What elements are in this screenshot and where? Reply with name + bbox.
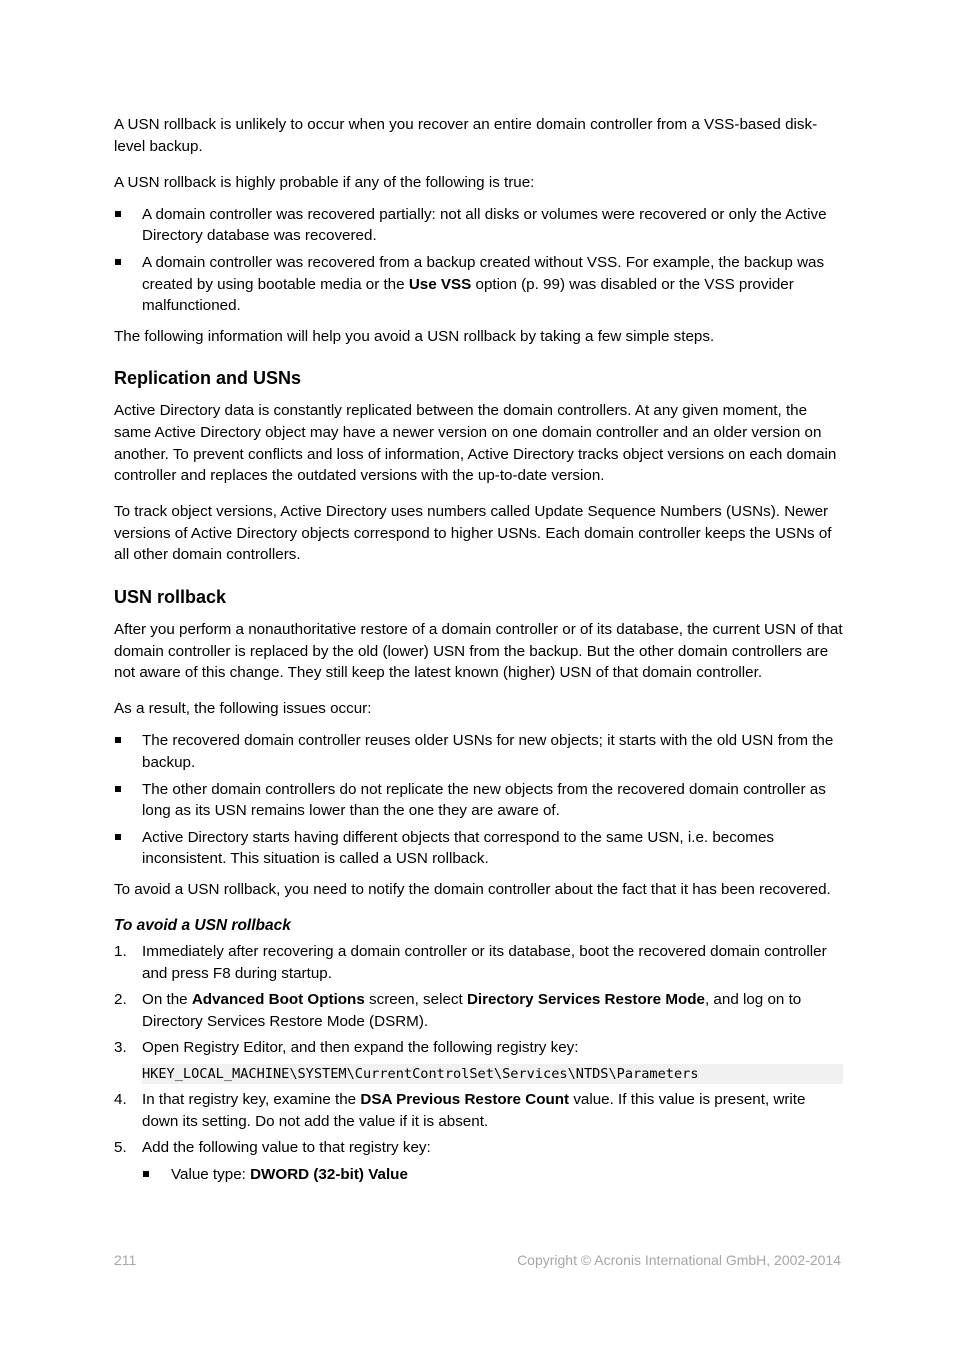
usn-rollback-heading: USN rollback bbox=[114, 587, 227, 607]
step-4: 4. In that registry key, examine the DSA Previous Restore Count value. If this value is present, write down its setting. Do not add the value if it is absent. bbox=[114, 1091, 806, 1130]
square-bullet-icon bbox=[115, 834, 121, 840]
use-vss-option-name: Use VSS bbox=[408, 275, 472, 293]
replication-paragraph-1: Active Directory data is constantly replicated between the domain controllers. At any given moment, the same Active Directory object may have a newer version on one domain controller and an older version on another. To prevent conflicts and loss of information, Active Directory tracks object versions on each domain controller and replaces the outdated versions with the up-to-date version. bbox=[114, 402, 837, 485]
square-bullet-icon bbox=[115, 211, 121, 217]
list-item: A domain controller was recovered partially: not all disks or volumes were recovered or only the Active Directory database was recovered. bbox=[114, 204, 844, 247]
intro-paragraph-2: A USN rollback is highly probable if any of the following is true: bbox=[114, 173, 535, 191]
procedure-heading: To avoid a USN rollback bbox=[114, 917, 291, 935]
page-number: 211 bbox=[114, 1252, 137, 1268]
replication-paragraph-2: To track object versions, Active Directory uses numbers called Update Sequence Numbers (USNs). Newer versions of Active Directory objects correspond to higher USNs. Each domain controller keeps the USNs of all other domain controllers. bbox=[114, 503, 832, 564]
step-5: 5. Add the following value to that registry key: Value type: DWORD (32-bit) Value bbox=[114, 1137, 844, 1185]
square-bullet-icon bbox=[115, 786, 121, 792]
list-item: Value type: DWORD (32-bit) Value bbox=[142, 1164, 844, 1186]
step-1: 1. Immediately after recovering a domain controller or its database, boot the recovered domain controller and press F8 during startup. bbox=[114, 943, 827, 982]
replication-heading: Replication and USNs bbox=[114, 368, 302, 389]
document-body bbox=[114, 114, 844, 1190]
rollback-issues-list bbox=[114, 730, 844, 870]
square-bullet-icon bbox=[143, 1171, 149, 1177]
square-bullet-icon bbox=[115, 259, 121, 265]
intro-paragraph-1: A USN rollback is unlikely to occur when you recover an entire domain controller from a VSS-based disk-level backup. bbox=[114, 116, 818, 155]
list-item: Active Directory starts having different objects that correspond to the same USN, i.e. becomes inconsistent. This situation is called a USN rollback. bbox=[114, 827, 844, 870]
list-item: The recovered domain controller reuses older USNs for new objects; it starts with the old USN from the backup. bbox=[114, 730, 844, 773]
procedure-steps bbox=[114, 941, 844, 1185]
list-item: A domain controller was recovered from a backup created without VSS. For example, the backup was created by using bootable media or the Use VSS option (p. 99) was disabled or the VSS provider malfunctioned. bbox=[114, 252, 844, 317]
rollback-paragraph-1: After you perform a nonauthoritative restore of a domain controller or of its database, the current USN of that domain controller is replaced by the old (lower) USN from the backup. But the other domain controllers are not aware of this change. They still keep the latest known (higher) USN of that domain controller. bbox=[114, 621, 843, 682]
intro-paragraph-3: The following information will help you avoid a USN rollback by taking a few simple steps. bbox=[114, 327, 715, 345]
list-item: The other domain controllers do not replicate the new objects from the recovered domain controller as long as its USN remains lower than the one they are aware of. bbox=[114, 779, 844, 822]
rollback-paragraph-2: As a result, the following issues occur: bbox=[114, 700, 372, 718]
value-list bbox=[142, 1164, 844, 1186]
step-2: 2. On the Advanced Boot Options screen, select Directory Services Restore Mode, and log on to Directory Services Restore Mode (DSRM). bbox=[114, 991, 802, 1030]
intro-bullet-list bbox=[114, 204, 844, 317]
rollback-paragraph-3: To avoid a USN rollback, you need to notify the domain controller about the fact that it has been recovered. bbox=[114, 880, 831, 898]
step-3: 3. Open Registry Editor, and then expand the following registry key: HKEY_LOCAL_MACHINE\SYSTEM\CurrentControlSet\Services\NTDS\Parameters bbox=[114, 1037, 844, 1084]
registry-key-code: HKEY_LOCAL_MACHINE\SYSTEM\CurrentControlSet\Services\NTDS\Parameters bbox=[142, 1064, 843, 1084]
square-bullet-icon bbox=[115, 737, 121, 743]
copyright-notice: Copyright © Acronis International GmbH, 2002-2014 bbox=[517, 1252, 841, 1268]
